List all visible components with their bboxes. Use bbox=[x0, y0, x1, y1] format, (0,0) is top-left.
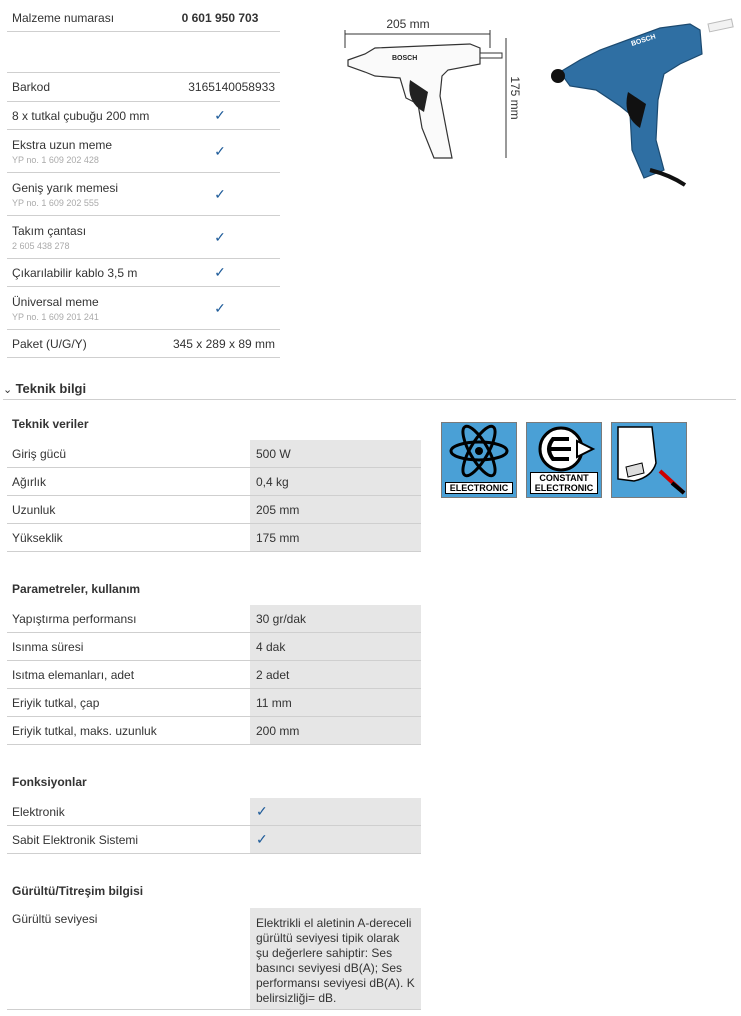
part-code: YP no. 1 609 202 555 bbox=[12, 197, 99, 208]
spec-value: 11 mm bbox=[250, 689, 421, 716]
spec-value: 0,4 kg bbox=[250, 468, 421, 495]
spec-label: Giriş gücü bbox=[12, 446, 67, 461]
spec-value: 4 dak bbox=[250, 633, 421, 660]
section-title: Teknik bilgi bbox=[15, 381, 87, 396]
chevron-down-icon: ⌄ bbox=[3, 384, 13, 396]
table-row bbox=[7, 496, 421, 524]
product-spec-table bbox=[7, 4, 280, 358]
table-row bbox=[7, 216, 280, 259]
table-row bbox=[7, 440, 421, 468]
brand-label: BOSCH bbox=[392, 55, 418, 62]
table-row bbox=[7, 908, 421, 1010]
spec-label: Yapıştırma performansı bbox=[12, 611, 137, 626]
part-code: YP no. 1 609 202 428 bbox=[12, 154, 99, 165]
table-row bbox=[7, 259, 280, 287]
table-row bbox=[7, 717, 421, 745]
table-row bbox=[7, 524, 421, 552]
brand-label: BOSCH bbox=[630, 33, 657, 48]
constant-symbol-icon bbox=[527, 423, 601, 475]
nozzle bbox=[551, 69, 565, 83]
part-code: 2 605 438 278 bbox=[12, 240, 70, 251]
spec-value: Elektrikli el aletinin A-dereceli gürültü seviyesi tipik olarak şu değerlere sahiptir: Ses basıncı seviyesi dB(A); Ses performansı seviyesi dB(A). K belirsizliği= dB. bbox=[250, 908, 421, 1009]
row-label: Ekstra uzun meme bbox=[12, 137, 113, 152]
table-row bbox=[7, 661, 421, 689]
table-row bbox=[7, 130, 280, 173]
section-toggle-teknik-bilgi[interactable] bbox=[3, 381, 736, 400]
group-title-parametre: Parametreler, kullanım bbox=[12, 582, 141, 596]
spec-table-fonksiyon bbox=[7, 798, 421, 854]
group-title-fonksiyon: Fonksiyonlar bbox=[12, 775, 87, 789]
spec-label: Elektronik bbox=[12, 804, 65, 819]
check-icon: ✓ bbox=[250, 826, 421, 853]
row-value: 0 601 950 703 bbox=[181, 10, 259, 25]
spec-label: Ağırlık bbox=[12, 474, 47, 489]
check-icon: ✓ bbox=[214, 264, 226, 280]
group-title-gurultu: Gürültü/Titreşim bilgisi bbox=[12, 884, 144, 898]
table-row bbox=[7, 102, 280, 130]
dimension-drawing bbox=[330, 8, 530, 168]
row-label: Paket (U/G/Y) bbox=[12, 336, 87, 351]
table-row bbox=[7, 173, 280, 216]
atom-icon bbox=[442, 423, 516, 483]
icon-caption: CONSTANT ELECTRONIC bbox=[530, 472, 598, 494]
row-label: Çıkarılabilir kablo 3,5 m bbox=[12, 265, 138, 280]
spec-value: 500 W bbox=[250, 440, 421, 467]
spec-label: Eriyik tutkal, çap bbox=[12, 695, 100, 710]
table-row bbox=[7, 826, 421, 854]
check-icon: ✓ bbox=[250, 798, 421, 825]
power-cable bbox=[650, 170, 685, 185]
row-value: 3165140058933 bbox=[188, 80, 275, 94]
row-value: 345 x 289 x 89 mm bbox=[172, 336, 275, 351]
electronic-icon bbox=[441, 422, 517, 498]
product-photo bbox=[540, 10, 735, 190]
check-icon: ✓ bbox=[214, 299, 226, 316]
cable-icon bbox=[612, 423, 686, 497]
table-row bbox=[7, 605, 421, 633]
table-row bbox=[7, 287, 280, 330]
spec-value: 205 mm bbox=[250, 496, 421, 523]
table-row bbox=[7, 4, 280, 32]
spec-label: Isınma süresi bbox=[12, 639, 84, 654]
spec-value: 175 mm bbox=[250, 524, 421, 551]
table-row bbox=[7, 633, 421, 661]
check-icon: ✓ bbox=[214, 142, 226, 159]
check-icon: ✓ bbox=[214, 185, 226, 202]
spec-value: 2 adet bbox=[250, 661, 421, 688]
table-row bbox=[7, 330, 280, 358]
check-icon: ✓ bbox=[214, 228, 226, 245]
row-label: Malzeme numarası bbox=[12, 10, 115, 25]
table-row bbox=[7, 73, 280, 102]
spec-label: Uzunluk bbox=[12, 502, 56, 517]
spacer-row bbox=[7, 32, 280, 73]
detachable-cable-icon bbox=[611, 422, 687, 498]
part-code: YP no. 1 609 201 241 bbox=[12, 311, 99, 322]
row-label: Geniş yarık memesi bbox=[12, 180, 119, 195]
row-label: Takım çantası bbox=[12, 223, 87, 238]
table-row bbox=[7, 468, 421, 496]
row-label: Üniversal meme bbox=[12, 294, 99, 309]
spec-label: Sabit Elektronik Sistemi bbox=[12, 832, 139, 847]
spec-label: Yükseklik bbox=[12, 530, 63, 545]
spec-table-parametre bbox=[7, 605, 421, 745]
spec-value: 30 gr/dak bbox=[250, 605, 421, 632]
icon-caption: ELECTRONIC bbox=[445, 482, 513, 494]
spec-label: Eriyik tutkal, maks. uzunluk bbox=[12, 723, 157, 738]
spec-label: Gürültü seviyesi bbox=[12, 912, 98, 926]
constant-electronic-icon bbox=[526, 422, 602, 498]
spec-value: 200 mm bbox=[250, 717, 421, 744]
spec-label: Isıtma elemanları, adet bbox=[12, 667, 135, 682]
row-label: 8 x tutkal çubuğu 200 mm bbox=[12, 108, 150, 123]
check-icon: ✓ bbox=[214, 107, 226, 123]
glue-stick bbox=[480, 53, 502, 58]
spec-table-teknik bbox=[7, 440, 421, 552]
spec-table-gurultu bbox=[7, 908, 421, 1010]
group-title-teknik: Teknik veriler bbox=[12, 417, 89, 431]
width-label: 205 mm bbox=[386, 17, 430, 31]
height-label: 175 mm bbox=[508, 76, 522, 120]
row-label: Barkod bbox=[12, 80, 51, 94]
table-row bbox=[7, 689, 421, 717]
glue-stick bbox=[708, 19, 733, 32]
table-row bbox=[7, 798, 421, 826]
